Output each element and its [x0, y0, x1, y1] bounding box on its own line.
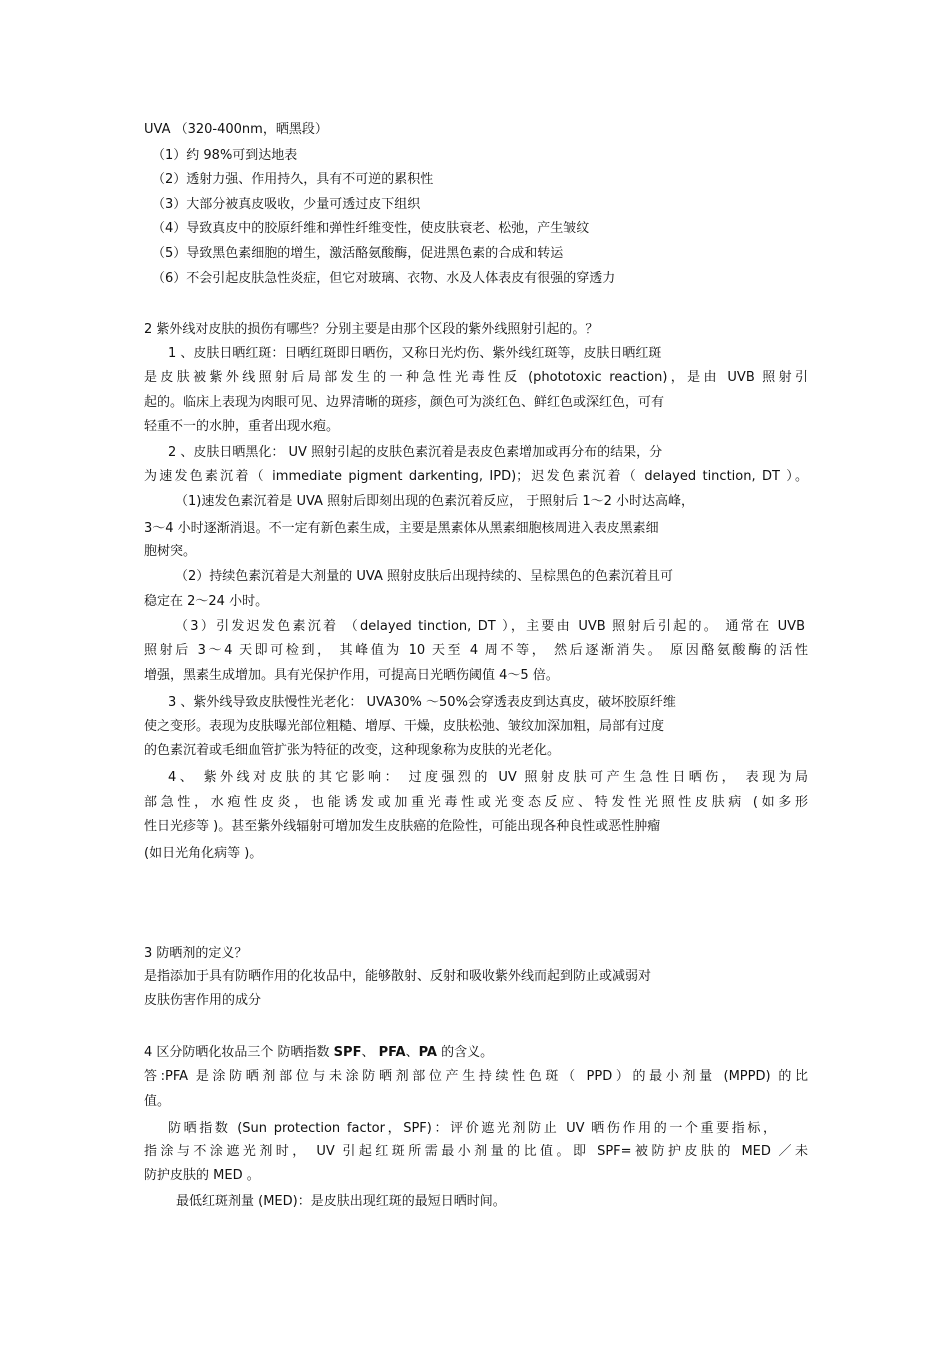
paragraph-line: 防晒指数 (Sun protection factor，SPF)：评价遮光剂防止 UV 晒伤作用的一个重要指标，: [168, 1121, 776, 1136]
paragraph-line: 起的。临床上表现为肉眼可见、边界清晰的斑疹，颜色可为淡红色、鲜红色或深红色，可有: [144, 395, 665, 410]
paragraph-line: 稳定在 2～24 小时。: [144, 594, 269, 609]
paragraph-line: 是指添加于具有防晒作用的化妆品中，能够散射、反射和吸收紫外线而起到防止或减弱对: [144, 969, 652, 984]
paragraph-line: 是皮肤被紫外线照射后局部发生的一种急性光毒性反 (phototoxic reaction)，是由 UVB 照射引: [144, 370, 808, 385]
uva-item-1: （1）约 98%可到达地表: [152, 148, 298, 163]
paragraph-line: 轻重不一的水肿，重者出现水疱。: [144, 419, 340, 434]
pfa-term: PFA: [378, 1045, 406, 1060]
paragraph-line: 皮肤伤害作用的成分: [144, 993, 262, 1008]
paragraph-line: 指涂与不涂遮光剂时， UV 引起红斑所需最小剂量的比值。即 SPF=被防护皮肤的 MED ／未: [144, 1144, 808, 1159]
paragraph-line: 使之变形。表现为皮肤曝光部位粗糙、增厚、干燥，皮肤松弛、皱纹加深加粗，局部有过度: [144, 719, 665, 734]
question-4-prefix: 4 区分防晒化妆品三个 防晒指数: [144, 1045, 334, 1060]
separator: 、: [405, 1045, 419, 1060]
paragraph-line: 值。: [144, 1094, 171, 1109]
paragraph-line: 防护皮肤的 MED 。: [144, 1168, 260, 1183]
paragraph-line: 的色素沉着或毛细血管扩张为特征的改变，这种现象称为皮肤的光老化。: [144, 743, 561, 758]
paragraph-line: 增强，黑素生成增加。具有光保护作用，可提高日光晒伤阈值 4～5 倍。: [144, 668, 559, 683]
paragraph-line: 照射后 3～4 天即可检到， 其峰值为 10 天至 4 周不等， 然后逐渐消失。 原因酪氨酸酶的活性: [144, 643, 808, 658]
paragraph-line: 3～4 小时逐渐消退。不一定有新色素生成，主要是黑素体从黑素细胞核周进入表皮黑素细: [144, 521, 659, 536]
spf-term: SPF: [333, 1045, 362, 1060]
pa-term: PA: [418, 1045, 437, 1060]
paragraph-line: 胞树突。: [144, 544, 197, 559]
paragraph-line: 答:PFA 是涂防晒剂部位与未涂防晒剂部位产生持续性色斑（ PPD）的最小剂量 (MPPD) 的比: [144, 1069, 808, 1084]
paragraph-line: 2 、皮肤日晒黑化： UV 照射引起的皮肤色素沉着是表皮色素增加或再分布的结果，分: [168, 445, 663, 460]
uva-item-3: （3）大部分被真皮吸收，少量可透过皮下组织: [152, 197, 421, 212]
paragraph-line: 4、 紫外线对皮肤的其它影响： 过度强烈的 UV 照射皮肤可产生急性日晒伤， 表现为局: [168, 770, 808, 785]
separator: 、: [361, 1045, 379, 1060]
question-4-heading: [144, 1042, 808, 1064]
question-3-heading: 3 防晒剂的定义？: [144, 946, 248, 961]
paragraph-line: 性日光疹等 )。甚至紫外线辐射可增加发生皮肤癌的危险性，可能出现各种良性或恶性肿瘤: [144, 819, 661, 834]
paragraph-line: （2）持续色素沉着是大剂量的 UVA 照射皮肤后出现持续的、呈棕黑色的色素沉着且可: [175, 569, 674, 584]
uva-item-5: （5）导致黑色素细胞的增生，激活酪氨酸酶，促进黑色素的合成和转运: [152, 246, 564, 261]
paragraph-line: 为速发色素沉着（ immediate pigment darkenting, IPD)；迟发色素沉着（ delayed tinction, DT ）。: [144, 469, 808, 484]
question-4-suffix: 的含义。: [437, 1045, 494, 1060]
uva-item-2: （2）透射力强、作用持久，具有不可逆的累积性: [152, 172, 434, 187]
paragraph-line: (如日光角化病等 )。: [144, 846, 263, 861]
uva-item-6: （6）不会引起皮肤急性炎症，但它对玻璃、衣物、水及人体表皮有很强的穿透力: [152, 271, 616, 286]
paragraph-line: 3 、紫外线导致皮肤慢性光老化： UVA30% ～50%会穿透表皮到达真皮，破坏胶原纤维: [168, 695, 676, 710]
paragraph-line: （3）引发迟发色素沉着 （delayed tinction, DT ），主要由 UVB 照射后引起的。 通常在 UVB: [175, 619, 805, 634]
paragraph-line: （1)速发色素沉着是 UVA 照射后即刻出现的色素沉着反应， 于照射后 1～2 小时达高峰，: [175, 494, 695, 509]
paragraph-line: 部急性，水疱性皮炎，也能诱发或加重光毒性或光变态反应、特发性光照性皮肤病 (如多形: [144, 795, 808, 810]
uva-heading: UVA （320-400nm，晒黑段）: [144, 122, 328, 137]
question-2-heading: 2 紫外线对皮肤的损伤有哪些？分别主要是由那个区段的紫外线照射引起的。？: [144, 322, 599, 337]
paragraph-line: 最低红斑剂量 (MED)：是皮肤出现红斑的最短日晒时间。: [176, 1194, 506, 1209]
paragraph-line: 1 、皮肤日晒红斑：日晒红斑即日晒伤，又称日光灼伤、紫外线红斑等，皮肤日晒红斑: [168, 346, 662, 361]
uva-item-4: （4）导致真皮中的胶原纤维和弹性纤维变性，使皮肤衰老、松弛，产生皱纹: [152, 221, 590, 236]
